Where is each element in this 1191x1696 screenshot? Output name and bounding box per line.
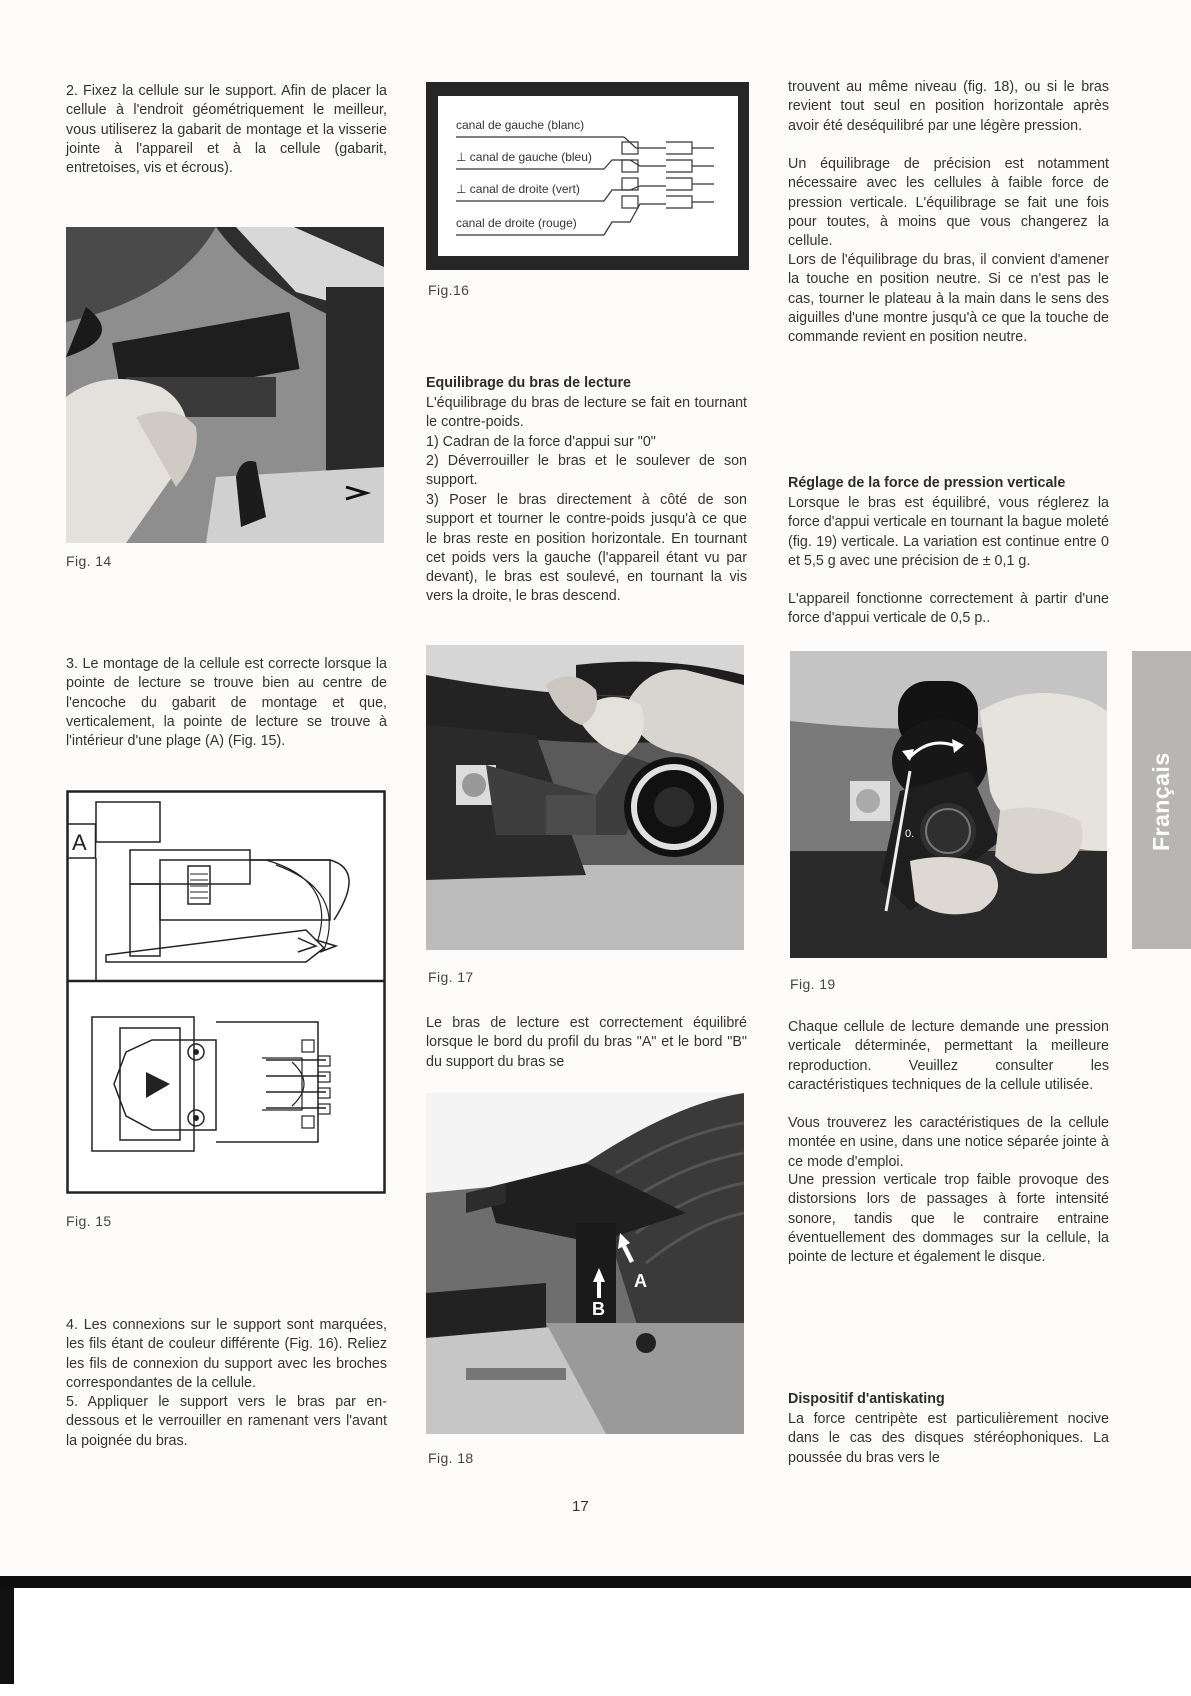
fig19-caption: Fig. 19: [790, 976, 836, 992]
fig18-label-b: B: [592, 1299, 605, 1319]
balance-step-2: 2) Déverrouiller le bras et le soulever de son support.: [426, 453, 747, 489]
fig17-photo: [426, 645, 744, 950]
fig18-label-a: A: [634, 1271, 647, 1291]
fig18-photo: [426, 1093, 744, 1434]
fig17-caption: Fig. 17: [428, 969, 474, 985]
antiskating-heading: Dispositif d'antiskating: [788, 1391, 945, 1407]
force-heading: Réglage de la force de pression verticale: [788, 475, 1066, 491]
balance-step-3: 3) Poser le bras directement à côté de son support et tourner le contre-poids jusqu'à ce que le bras reste en position horizontale. En tournant cet poids vers la gauche (l'appareil étant vu par devant), le bras est soulevé, en tournant la vis vers la droite, le bras descend.: [426, 492, 747, 605]
force-text: Lorsque le bras est équilibré, vous réglerez la force d'appui verticale en tournant la bague moleté (fig. 19) verticale. La variation est continue entre 0 et 5,5 g avec une précision de ± 0,1 g.: [788, 495, 1109, 569]
cartridge-text-2: Vous trouverez les caractéristiques de la cellule montée en usine, dans une notice séparée jointe à ce mode d'emploi.: [788, 1115, 1109, 1170]
cartridge-text-3: Une pression verticale trop faible provoque des distorsions lors de passages à forte intensité sonore, tandis que le contraire entraine éventuellement des dommages sur la cellule, la pointe de lecture et également le disque.: [788, 1172, 1109, 1266]
fig16-line-3: ⊥ canal de droite (vert): [456, 182, 580, 196]
balance-heading: Equilibrage du bras de lecture: [426, 375, 631, 391]
fig19-photo: [790, 651, 1107, 958]
neutral-text: Lors de l'équilibrage du bras, il convient d'amener la touche en position neutre. Si ce n'est pas le cas, tourner le plateau à la main dans le sens des aiguilles d'une montre jusqu'à ce que la touche de commande revient en position neutre.: [788, 252, 1109, 346]
fig15-caption: Fig. 15: [66, 1213, 112, 1229]
balance-check-text: Le bras de lecture est correctement équilibré lorsque le bord du profil du bras "A" et le bord "B" du support du bras se: [426, 1015, 747, 1070]
fig16-diagram: [426, 82, 749, 270]
page-number: 17: [572, 1498, 589, 1515]
fig14-photo: [66, 227, 384, 543]
fig16-line-1: canal de gauche (blanc): [456, 118, 585, 132]
language-tab-label: Français: [1148, 752, 1174, 852]
balance-intro: L'équilibrage du bras de lecture se fait en tournant le contre-poids.: [426, 395, 747, 431]
fig16-line-4: canal de droite (rouge): [456, 216, 577, 230]
fig16-line-2: ⊥ canal de gauche (bleu): [456, 150, 592, 164]
balance-step-1: 1) Cadran de la force d'appui sur "0": [426, 434, 656, 450]
step-2-text: 2. Fixez la cellule sur le support. Afin de placer la cellule à l'endroit géométriquement le meilleur, vous utiliserez la gabarit de montage et la visserie jointe à l'appareil et à la cellule (gabarit, entretoises, vis et écrous).: [66, 83, 387, 177]
step-5-text: 5. Appliquer le support vers le bras par en-dessous et le verrouiller en ramenant vers l'avant la poignée du bras.: [66, 1394, 387, 1449]
fig15-label-a: A: [72, 830, 87, 855]
step-3-text: 3. Le montage de la cellule est correcte lorsque la pointe de lecture se trouve bien au centre de l'encoche du gabarit de montage et que, verticalement, la pointe de lecture se trouve à l'intérieur d'une plage (A) (Fig. 15).: [66, 656, 387, 750]
fig18-caption: Fig. 18: [428, 1450, 474, 1466]
fig15-diagram: [66, 790, 386, 1194]
scan-margin: [0, 1576, 1191, 1696]
precision-text: Un équilibrage de précision est notamment nécessaire avec les cellules à faible force de pression verticale. L'équilibrage se fait une fois pour toutes, à moins que vous changerez la cellule.: [788, 156, 1109, 250]
scan-edge: [0, 1588, 14, 1684]
force-min-text: L'appareil fonctionne correctement à partir d'une force d'appui verticale de 0,5 p..: [788, 591, 1109, 627]
fig16-caption: Fig.16: [428, 282, 470, 298]
svg-text:0.: 0.: [905, 828, 915, 840]
balance-continued: trouvent au même niveau (fig. 18), ou si le bras revient tout seul en position horizontale après avoir été deséquilibré par une légère pression.: [788, 79, 1109, 134]
step-4-text: 4. Les connexions sur le support sont marquées, les fils étant de couleur différente (Fig. 16). Reliez les fils de connexion du support avec les broches correspondantes de la cellule.: [66, 1317, 387, 1391]
cartridge-text-1: Chaque cellule de lecture demande une pression verticale déterminée, permettant la meilleure reproduction. Veuillez consulter les caractéristiques techniques de la cellule utilisée.: [788, 1019, 1109, 1093]
fig14-caption: Fig. 14: [66, 553, 112, 569]
antiskating-text: La force centripète est particulièrement nocive dans le cas des disques stéréophoniques. La poussée du bras vers le: [788, 1411, 1109, 1466]
